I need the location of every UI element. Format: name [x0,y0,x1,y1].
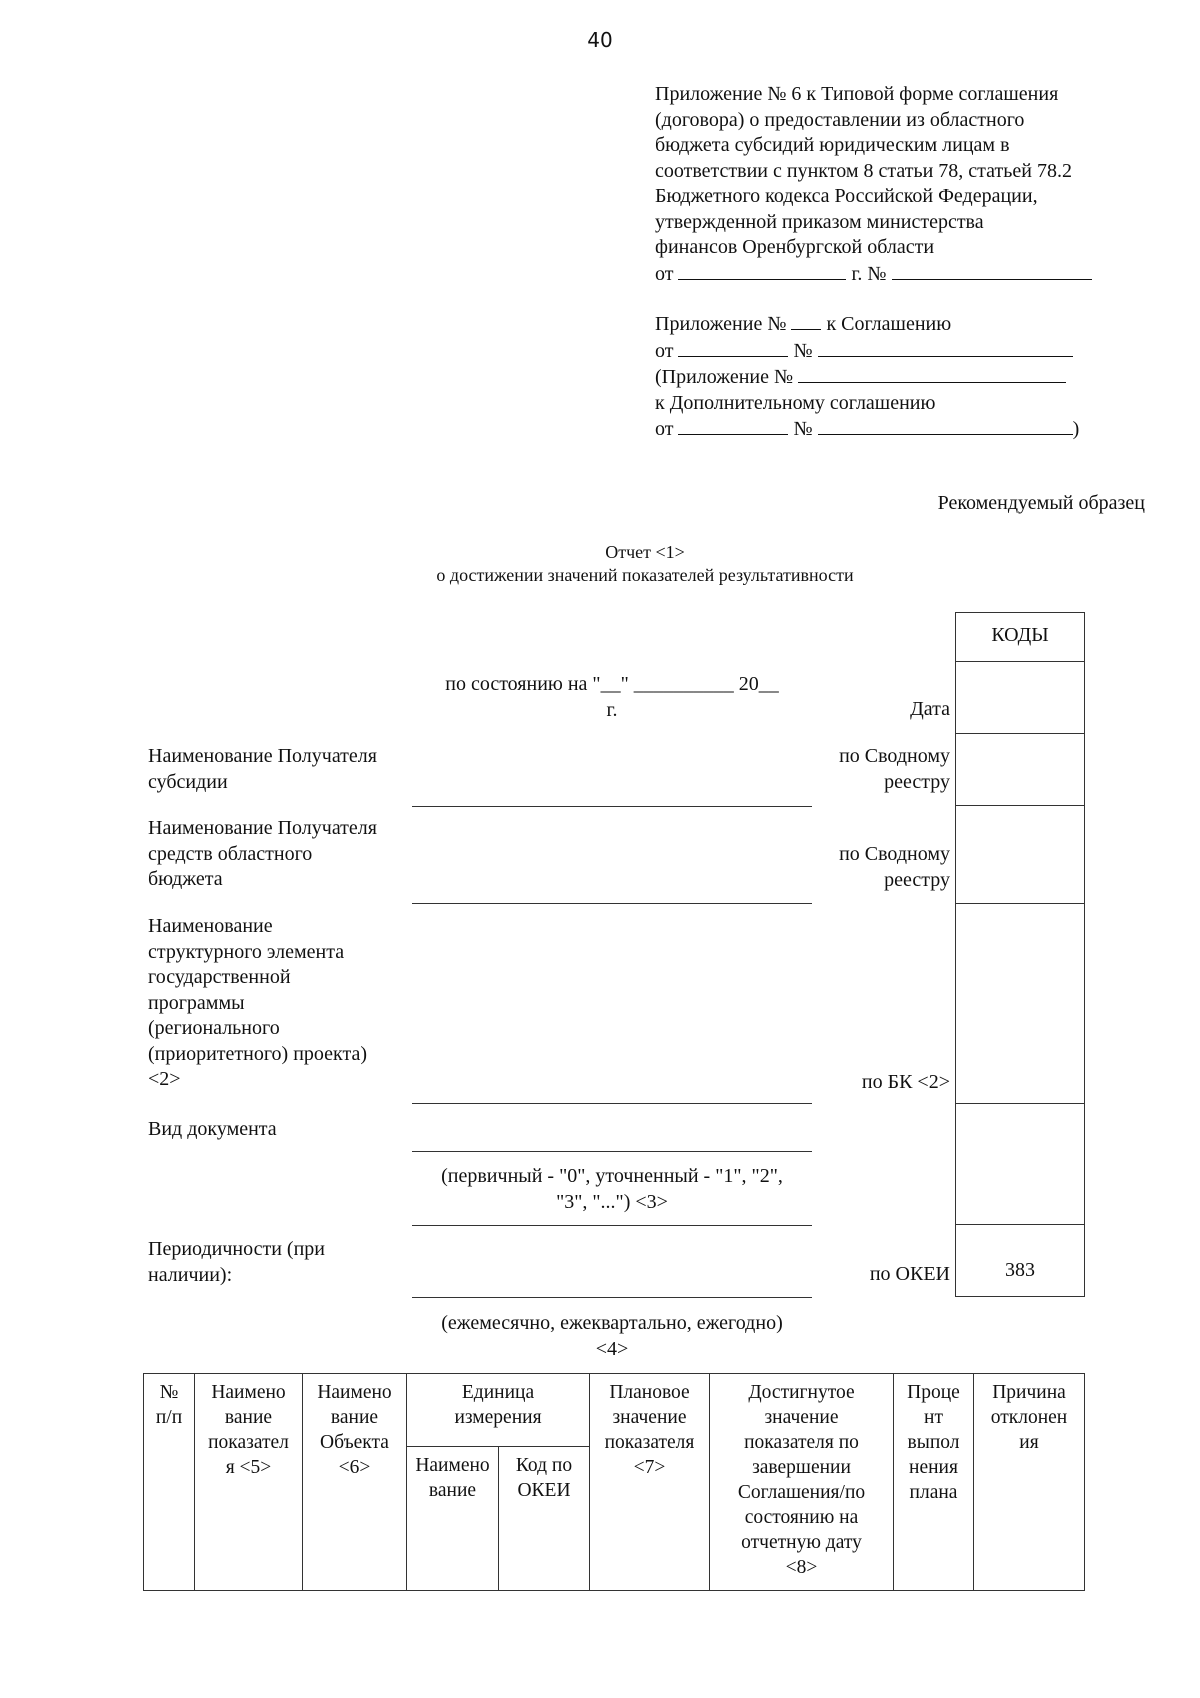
recommended-sample: Рекомендуемый образец [937,492,1145,514]
header-line: состоянию на [744,1507,859,1528]
number-blank [892,261,1092,280]
header-unit-name [407,1446,499,1590]
header-line: ия [1019,1432,1039,1453]
header-line: Плановое [609,1382,690,1403]
okei-code-cell [955,1224,1085,1297]
okei-code-value: 383 [1005,1259,1035,1281]
header-line: Код по [515,1454,573,1476]
code-label-line-1: по Сводному [839,843,950,865]
appendix-line-3: бюджета субсидий юридическим лицам в [655,134,1010,156]
header-indicator [195,1374,303,1591]
codes-header: КОДЫ [991,624,1049,646]
agreement-line-4: к Дополнительному соглашению [655,391,936,414]
recipient-input-line[interactable] [412,806,812,807]
header-plan [590,1374,710,1591]
code-label-line-2: реестру [884,770,950,793]
doc-type-label: Вид документа [148,1118,277,1140]
budget-recipient-code-cell[interactable] [955,805,1085,904]
header-line: Единица [461,1382,535,1403]
page-number: 40 [587,28,613,52]
header-line: Достигнутое [748,1382,855,1403]
agreement-line-5 [655,416,1135,443]
appendix-line-6: утвержденной приказом министерства [655,210,984,233]
struct-line-4: программы [148,991,245,1014]
close-paren: ) [1072,418,1080,440]
doc-type-hint [412,1164,812,1215]
number-blank [818,338,1073,357]
header-line: Причина [992,1382,1066,1403]
supplement-no-blank [798,364,1066,383]
header-line: вание [330,1407,379,1428]
appendix-line-2: (договора) о предоставлении из областного [655,108,1025,131]
agreement-appendix [655,311,1135,443]
header-line: отчетную дату [741,1532,862,1553]
agreement-line-3 [655,364,1135,391]
code-label-line-2: реестру [884,868,950,891]
bk-code-cell[interactable] [955,903,1085,1104]
structural-element-label [148,914,406,1093]
header-object [303,1374,407,1591]
no-label: № [793,339,813,362]
header-unit-code [499,1446,590,1590]
from-label: от [655,418,674,440]
header-line: п/п [155,1407,183,1428]
appendix-header [655,82,1135,287]
doc-type-code-cell[interactable] [955,1103,1085,1225]
header-line: Наимено [211,1382,286,1403]
as-of-line-1: по состоянию на "__" __________ 20__ [445,673,779,695]
doc-type-hint-line [412,1225,812,1226]
periodicity-hint-line-1: (ежемесячно, ежеквартально, ежегодно) [441,1312,783,1334]
header-line: <8> [785,1557,818,1578]
budget-recipient-code-label [780,842,950,893]
header-line: нт [924,1407,943,1428]
recipient-code-label [780,744,950,795]
recipient-label-line-1: Наименование Получателя [148,745,377,767]
header-line: нения [909,1457,958,1478]
as-of-line-2: г. [606,698,618,721]
header-line: я <5> [225,1457,272,1478]
date-code-cell[interactable] [955,661,1085,734]
header-line: значение [612,1407,687,1428]
recipient-code-cell[interactable] [955,733,1085,806]
header-line: отклонен [990,1407,1068,1428]
doc-type-hint-line-2: "3", "...") <3> [556,1190,668,1213]
report-title [300,541,990,587]
date-blank [678,416,788,435]
appendix-no-blank [791,311,821,330]
header-percent [894,1374,974,1591]
periodicity-hint-line-2: <4> [595,1337,629,1360]
codes-header-cell [955,612,1085,662]
date-blank [678,261,846,280]
header-line: показателя [604,1432,695,1453]
recipient-label [148,744,406,795]
budget-recipient-input-line[interactable] [412,903,812,904]
header-line: плана [909,1482,958,1503]
agreement-line-2 [655,338,1135,365]
header-line: <6> [338,1457,371,1478]
appendix-line-1: Приложение № 6 к Типовой форме соглашения [655,83,1059,105]
as-of-date [412,672,812,723]
doc-type-hint-line-1: (первичный - "0", уточненный - "1", "2", [441,1165,783,1187]
date-blank [678,338,788,357]
struct-line-1: Наименование [148,915,273,937]
indicators-table [143,1373,1085,1591]
header-reason [974,1374,1085,1591]
header-line: завершении [752,1457,851,1478]
struct-line-5: (регионального [148,1017,280,1039]
okei-code-label: по ОКЕИ [869,1263,950,1285]
date-label: Дата [910,698,950,720]
struct-line-6: (приоритетного) проекта) [148,1042,367,1065]
structural-element-input-line[interactable] [412,1103,812,1104]
header-line: показател [208,1432,289,1453]
doc-type-input-line[interactable] [412,1151,812,1152]
struct-line-2: структурного элемента [148,940,345,963]
budget-label-line-3: бюджета [148,868,223,890]
periodicity-label [148,1237,406,1288]
header-line: Наимено [317,1382,392,1403]
header-num [144,1374,195,1591]
to-agreement-label: к Соглашению [826,313,952,335]
appendix-date-line [655,261,1135,288]
supplement-appendix-label: (Приложение № [655,366,794,388]
recipient-label-line-2: субсидии [148,770,228,793]
budget-label-line-1: Наименование Получателя [148,817,377,839]
year-no-label: г. № [851,262,887,285]
agreement-line-1 [655,311,1135,338]
appendix-line-5: Бюджетного кодекса Российской Федерации, [655,185,1038,207]
budget-label-line-2: средств областного [148,842,313,865]
header-line: Соглашения/по [737,1482,866,1503]
from-label: от [655,339,674,362]
header-line: Наимено [415,1454,490,1476]
header-line: выпол [907,1432,960,1453]
header-achieved [710,1374,894,1591]
appendix-no-label: Приложение № [655,313,787,335]
report-title-line-2: о достижении значений показателей результативности [436,565,854,585]
struct-line-3: государственной [148,966,291,988]
header-line: ОКЕИ [517,1479,571,1501]
header-line: Проце [907,1382,960,1403]
periodicity-input-line[interactable] [412,1297,812,1298]
header-line: № [159,1382,179,1403]
header-unit [407,1374,590,1447]
budget-recipient-label [148,816,406,893]
header-line: измерения [454,1407,542,1428]
number-blank [818,416,1073,435]
bk-code-label: по БК <2> [861,1071,950,1093]
periodicity-label-line-1: Периодичности (при [148,1238,325,1260]
periodicity-label-line-2: наличии): [148,1263,233,1286]
header-line: <7> [633,1457,666,1478]
from-label: от [655,262,674,285]
appendix-line-4: соответствии с пунктом 8 статьи 78, статьей 78.2 [655,159,1072,182]
periodicity-hint [412,1311,812,1362]
no-label: № [793,418,813,440]
header-line: показателя по [744,1432,859,1453]
header-line: вание [224,1407,273,1428]
struct-line-7: <2> [148,1068,181,1090]
code-label-line-1: по Сводному [839,745,950,767]
report-title-line-1: Отчет <1> [605,542,685,562]
header-line: вание [428,1479,477,1501]
header-line: Объекта [320,1432,389,1453]
appendix-line-7: финансов Оренбургской области [655,236,935,258]
header-line: значение [764,1407,839,1428]
